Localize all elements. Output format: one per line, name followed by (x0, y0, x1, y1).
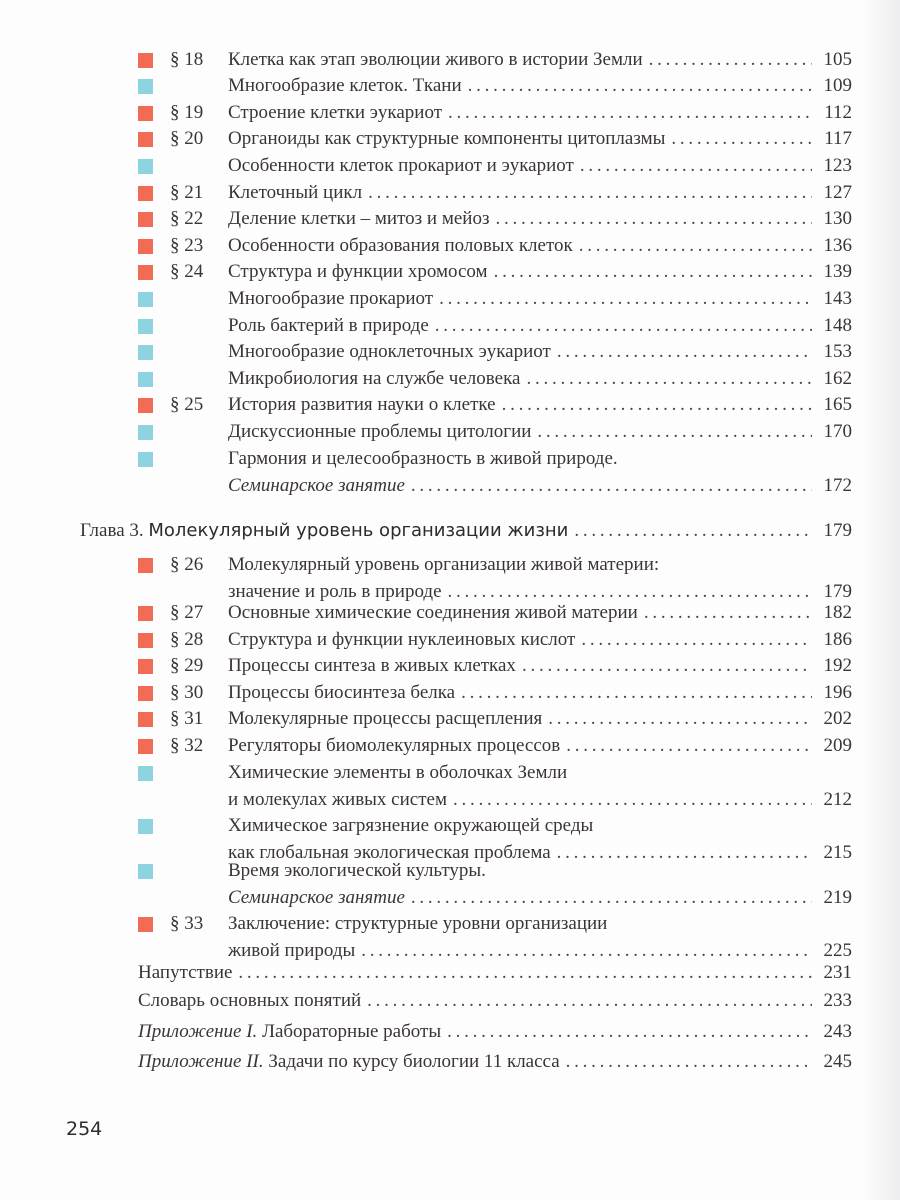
leader-dots (537, 419, 812, 446)
leader-dots (468, 73, 812, 100)
supplement-marker-icon (138, 159, 153, 174)
entry-title: Многообразие прокариот (228, 288, 434, 309)
entry-title: Клетка как этап эволюции живого в истории Земли (228, 49, 643, 70)
page-number: 254 (66, 1118, 103, 1140)
section-number: § 26 (170, 554, 204, 575)
supplement-marker-icon (138, 819, 153, 834)
page-ref: 202 (823, 708, 852, 729)
supplement-marker-icon (138, 292, 153, 307)
page-ref: 153 (823, 341, 852, 362)
paragraph-marker-icon (138, 106, 153, 121)
leader-dots (574, 518, 812, 545)
page-ref: 117 (824, 128, 852, 149)
page-ref: 165 (823, 394, 852, 415)
page-ref: 245 (823, 1051, 852, 1072)
entry-title-cont: Семинарское занятие (228, 474, 405, 496)
section-number: § 28 (170, 629, 204, 650)
page-ref: 127 (823, 182, 852, 203)
section-number: § 20 (170, 128, 204, 149)
section-number: § 27 (170, 602, 204, 623)
paragraph-marker-icon (138, 739, 153, 754)
page-ref: 215 (823, 841, 852, 863)
chapter-label: Глава 3. (80, 520, 144, 541)
leader-dots (522, 653, 812, 680)
page-ref: 123 (823, 155, 852, 176)
entry-title: Структура и функции хромосом (228, 261, 488, 282)
leader-dots (368, 180, 812, 207)
leader-dots (644, 600, 812, 627)
section-number: § 32 (170, 735, 204, 756)
entry-title: Многообразие одноклеточных эукариот (228, 341, 551, 362)
entry-title: Химическое загрязнение окружающей среды (228, 815, 594, 836)
chapter-title: Молекулярный уровень организации жизни (148, 520, 569, 541)
page-ref: 179 (823, 520, 852, 541)
page-ref: 162 (823, 368, 852, 389)
page-ref: 192 (823, 655, 852, 676)
paragraph-marker-icon (138, 558, 153, 573)
entry-title: Процессы синтеза в живых клетках (228, 655, 516, 676)
section-number: § 33 (170, 913, 204, 934)
page-ref: 243 (823, 1021, 852, 1042)
paragraph-marker-icon (138, 132, 153, 147)
leader-dots (411, 885, 812, 912)
section-number: § 22 (170, 208, 204, 229)
paragraph-marker-icon (138, 212, 153, 227)
entry-title-cont: живой природы (228, 939, 356, 961)
entry-title: Напутствие (138, 962, 233, 983)
page-ref: 109 (823, 75, 852, 96)
leader-dots (581, 627, 812, 654)
page-ref: 172 (823, 474, 852, 496)
page-ref: 148 (823, 315, 852, 336)
page-ref: 182 (823, 602, 852, 623)
section-number: § 29 (170, 655, 204, 676)
paragraph-marker-icon (138, 659, 153, 674)
entry-title: Деление клетки – митоз и мейоз (228, 208, 490, 229)
paragraph-marker-icon (138, 53, 153, 68)
entry-title: Химические элементы в оболочках Земли (228, 762, 568, 783)
paragraph-marker-icon (138, 239, 153, 254)
page-ref: 143 (823, 288, 852, 309)
section-number: § 24 (170, 261, 204, 282)
leader-dots (461, 680, 812, 707)
section-number: § 30 (170, 682, 204, 703)
leader-dots (526, 366, 812, 393)
supplement-marker-icon (138, 452, 153, 467)
supplement-marker-icon (138, 79, 153, 94)
entry-title-cont: Семинарское занятие (228, 886, 405, 908)
entry-title: Структура и функции нуклеиновых кислот (228, 629, 576, 650)
entry-title-cont: как глобальная экологическая проблема (228, 841, 551, 863)
leader-dots (649, 47, 812, 74)
page-ref: 225 (823, 939, 852, 961)
leader-dots (439, 286, 812, 313)
entry-title: Молекулярные процессы расщепления (228, 708, 543, 729)
leader-dots (453, 787, 812, 814)
page-ref: 130 (823, 208, 852, 229)
entry-title-cont: значение и роль в природе (228, 580, 442, 602)
leader-dots (495, 206, 812, 233)
entry-title: Регуляторы биомолекулярных процессов (228, 735, 561, 756)
entry-title: Многообразие клеток. Ткани (228, 75, 462, 96)
leader-dots (580, 153, 812, 180)
leader-dots (435, 313, 812, 340)
page-ref: 196 (823, 682, 852, 703)
entry-title: Особенности образования половых клеток (228, 235, 573, 256)
entry-title: Задачи по курсу биологии 11 класса (263, 1051, 560, 1072)
leader-dots (494, 259, 812, 286)
paragraph-marker-icon (138, 686, 153, 701)
entry-title: История развития науки о клетке (228, 394, 496, 415)
page-ref: 233 (823, 990, 852, 1011)
leader-dots (411, 473, 812, 500)
leader-dots (557, 339, 812, 366)
entry-title: Основные химические соединения живой материи (228, 602, 638, 623)
page-ref: 179 (823, 580, 852, 602)
page-ref: 186 (823, 629, 852, 650)
leader-dots (566, 733, 812, 760)
page-ref: 112 (824, 102, 852, 123)
leader-dots (548, 706, 812, 733)
section-number: § 23 (170, 235, 204, 256)
entry-title: Строение клетки эукариот (228, 102, 442, 123)
paragraph-marker-icon (138, 606, 153, 621)
entry-title-cont: и молекулах живых систем (228, 788, 447, 810)
section-number: § 18 (170, 49, 204, 70)
entry-title: Дискуссионные проблемы цитологии (228, 421, 532, 442)
page-ref: 136 (823, 235, 852, 256)
page-ref: 209 (823, 735, 852, 756)
entry-title: Микробиология на службе человека (228, 368, 521, 389)
page-ref: 231 (823, 962, 852, 983)
page-ref: 139 (823, 261, 852, 282)
entry-title: Органоиды как структурные компоненты цитоплазмы (228, 128, 666, 149)
leader-dots (447, 1019, 812, 1046)
entry-title: Словарь основных понятий (138, 990, 362, 1011)
leader-dots (448, 100, 812, 127)
page-ref: 212 (823, 788, 852, 810)
supplement-marker-icon (138, 319, 153, 334)
leader-dots (367, 988, 812, 1015)
paragraph-marker-icon (138, 265, 153, 280)
paragraph-marker-icon (138, 917, 153, 932)
entry-title: Особенности клеток прокариот и эукариот (228, 155, 574, 176)
entry-title: Молекулярный уровень организации живой материи: (228, 554, 660, 575)
leader-dots (671, 126, 812, 153)
supplement-marker-icon (138, 766, 153, 781)
page-ref: 170 (823, 421, 852, 442)
entry-title: Заключение: структурные уровни организации (228, 913, 608, 934)
leader-dots (579, 233, 812, 260)
entry-title: Роль бактерий в природе (228, 315, 429, 336)
leader-dots (566, 1049, 812, 1076)
section-number: § 25 (170, 394, 204, 415)
entry-title: Процессы биосинтеза белка (228, 682, 456, 703)
entry-title: Время экологической культуры. (228, 860, 486, 881)
paragraph-marker-icon (138, 398, 153, 413)
supplement-marker-icon (138, 425, 153, 440)
page-ref: 105 (823, 49, 852, 70)
leader-dots (238, 960, 812, 987)
entry-title: Гармония и целесообразность в живой природе. (228, 448, 618, 469)
supplement-marker-icon (138, 864, 153, 879)
appendix-label: Приложение II. (138, 1051, 264, 1072)
paragraph-marker-icon (138, 186, 153, 201)
section-number: § 21 (170, 182, 204, 203)
page-edge-shadow (860, 0, 900, 1200)
appendix-label: Приложение I. (138, 1021, 258, 1042)
page-ref: 219 (823, 886, 852, 908)
entry-title: Лабораторные работы (257, 1021, 442, 1042)
supplement-marker-icon (138, 372, 153, 387)
entry-title: Клеточный цикл (228, 182, 363, 203)
leader-dots (502, 392, 812, 419)
section-number: § 31 (170, 708, 204, 729)
paragraph-marker-icon (138, 633, 153, 648)
section-number: § 19 (170, 102, 204, 123)
supplement-marker-icon (138, 345, 153, 360)
paragraph-marker-icon (138, 712, 153, 727)
